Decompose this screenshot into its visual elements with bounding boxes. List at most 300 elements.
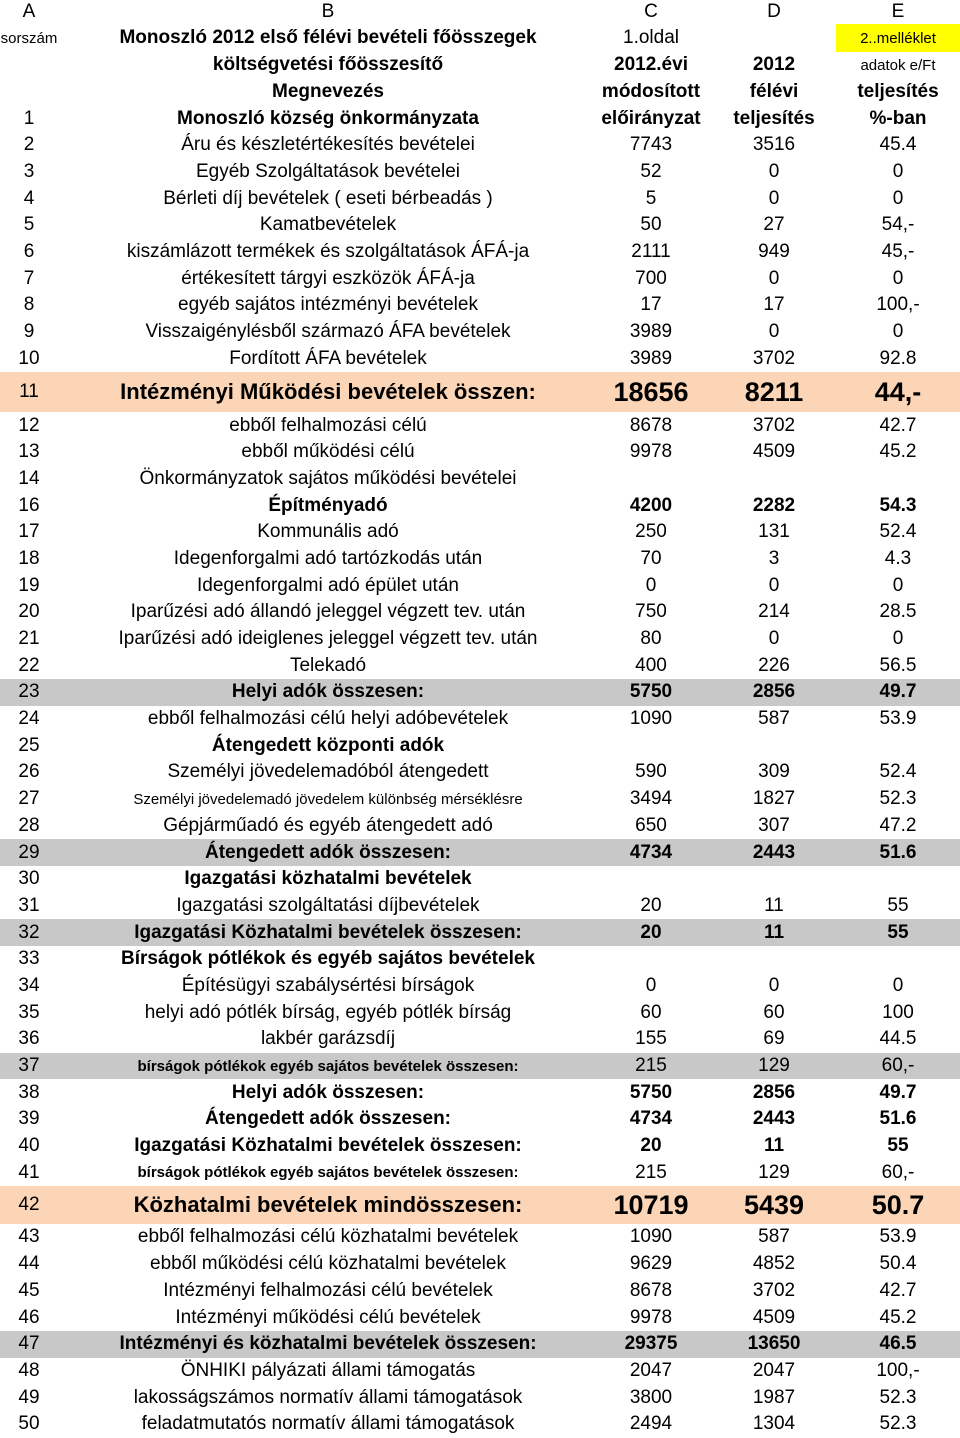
cell-half-year-actual: 226 <box>758 654 790 676</box>
table-row <box>0 159 960 186</box>
row-number: 6 <box>23 241 35 263</box>
table-row <box>0 412 960 439</box>
cell-half-year-actual: 129 <box>758 1161 790 1183</box>
table-row <box>0 1053 960 1080</box>
row-number: 34 <box>18 974 40 996</box>
cell-modified-budget: 155 <box>635 1028 667 1050</box>
row-number: 11 <box>19 381 39 403</box>
table-row <box>0 185 960 212</box>
cell-half-year-actual: 0 <box>768 321 780 343</box>
cell-percent: 45,- <box>881 241 915 263</box>
table-row <box>0 492 960 519</box>
cell-half-year-actual: 69 <box>763 1028 785 1050</box>
row-number: 5 <box>23 214 35 236</box>
cell-modified-budget: 9629 <box>629 1253 673 1275</box>
row-label: Átengedett adók összesen: <box>205 1108 451 1130</box>
row-number: 10 <box>18 347 40 369</box>
cell-percent: 53.9 <box>879 1226 917 1248</box>
row-number: 25 <box>18 734 40 756</box>
cell-half-year-actual: 1987 <box>752 1386 796 1408</box>
row-label: Bírságok pótlékok és egyéb sajátos bevételek <box>121 948 535 970</box>
cell-percent: 42.7 <box>879 1279 917 1301</box>
cell-percent: 45.4 <box>879 134 917 156</box>
header-3-d: félévi <box>749 80 799 102</box>
table-row <box>0 239 960 266</box>
cell-percent: 100,- <box>876 1359 920 1381</box>
cell-modified-budget: 0 <box>645 974 657 996</box>
cell-modified-budget: 2047 <box>629 1359 673 1381</box>
row-number: 38 <box>18 1081 40 1103</box>
row-number: 19 <box>18 574 40 596</box>
cell-half-year-actual: 11 <box>763 1135 785 1157</box>
cell-modified-budget: 60 <box>640 1001 662 1023</box>
row-label: Áru és készletértékesítés bevételei <box>181 134 475 156</box>
cell-modified-budget: 3494 <box>629 788 673 810</box>
header-empty-d <box>712 24 836 52</box>
table-row <box>0 519 960 546</box>
table-row <box>0 1251 960 1278</box>
row-label: Átengedett központi adók <box>211 734 445 756</box>
row-label: egyéb sajátos intézményi bevételek <box>178 294 478 316</box>
cell-half-year-actual: 587 <box>758 1226 790 1248</box>
table-row <box>0 839 960 866</box>
cell-percent: 42.7 <box>879 414 917 436</box>
cell-half-year-actual: 214 <box>758 601 790 623</box>
cell-half-year-actual: 0 <box>768 574 780 596</box>
row-label: Személyi jövedelemadóból átengedett <box>167 761 489 783</box>
cell-modified-budget: 70 <box>640 547 662 569</box>
table-row <box>0 1331 960 1358</box>
cell-percent: 45.2 <box>879 441 917 463</box>
table-row <box>0 1079 960 1106</box>
row-label: Igazgatási közhatalmi bevételek <box>184 868 472 890</box>
table-row <box>0 599 960 626</box>
row-label: ebből felhalmozási célú <box>229 414 427 436</box>
header-3-a <box>0 78 58 105</box>
cell-modified-budget: 650 <box>635 814 667 836</box>
cell-half-year-actual: 0 <box>768 974 780 996</box>
row-label: ebből működési célú közhatalmi bevételek <box>150 1253 506 1275</box>
cell-percent: 0 <box>892 161 904 183</box>
cell-half-year-actual <box>712 946 836 973</box>
row-number: 31 <box>18 894 40 916</box>
row-label: Idegenforgalmi adó épület után <box>197 574 459 596</box>
cell-percent: 28.5 <box>879 601 917 623</box>
row-number: 14 <box>18 467 40 489</box>
table-row <box>0 919 960 946</box>
row-number: 30 <box>18 868 40 890</box>
cell-percent: 92.8 <box>879 347 917 369</box>
cell-half-year-actual: 2443 <box>752 841 796 863</box>
header-2-a <box>0 52 58 78</box>
header-3-c: módosított <box>601 80 701 102</box>
cell-percent: 55 <box>887 1135 909 1157</box>
row-label: ebből felhalmozási célú helyi adóbevételek <box>147 708 509 730</box>
cell-half-year-actual: 131 <box>758 521 790 543</box>
cell-half-year-actual: 2282 <box>752 494 796 516</box>
table-row <box>0 732 960 759</box>
cell-modified-budget: 400 <box>635 654 667 676</box>
cell-modified-budget: 4734 <box>629 1108 673 1130</box>
unit-label: adatok e/Ft <box>860 56 936 74</box>
row-label: Gépjárműadó és egyéb átengedett adó <box>163 814 493 836</box>
row-label: Visszaigénylésből származó ÁFA bevételek <box>145 321 511 343</box>
cell-percent: 50.7 <box>871 1189 925 1220</box>
row-number: 9 <box>23 321 35 343</box>
row-label: Bérleti díj bevételek ( eseti bérbeadás ) <box>163 187 493 209</box>
cell-modified-budget <box>590 866 712 893</box>
cell-percent: 56.5 <box>879 654 917 676</box>
row-label: Önkormányzatok sajátos működési bevételei <box>139 467 517 489</box>
header-4-e: %-ban <box>869 107 927 129</box>
table-row <box>0 1278 960 1305</box>
cell-modified-budget <box>590 466 712 493</box>
row-number: 3 <box>23 161 35 183</box>
cell-half-year-actual: 3702 <box>752 414 796 436</box>
row-number: 45 <box>18 1279 40 1301</box>
table-row <box>0 1411 960 1438</box>
cell-modified-budget: 29375 <box>624 1333 678 1355</box>
row-number: 13 <box>18 441 40 463</box>
row-number: 29 <box>18 841 40 863</box>
appendix-label: 2..melléklet <box>836 24 960 52</box>
cell-modified-budget: 8678 <box>629 1279 673 1301</box>
row-label: lakosságszámos normatív állami támogatások <box>133 1386 523 1408</box>
cell-percent: 52.4 <box>879 521 917 543</box>
cell-percent: 46.5 <box>879 1333 917 1355</box>
table-row <box>0 439 960 466</box>
cell-modified-budget <box>590 732 712 759</box>
row-label: kiszámlázott termékek és szolgáltatások ÁFÁ-ja <box>126 241 530 263</box>
cell-percent: 100 <box>882 1001 914 1023</box>
column-letter-c: C <box>644 1 658 22</box>
cell-modified-budget: 215 <box>635 1161 667 1183</box>
row-label: Helyi adók összesen: <box>231 1081 425 1103</box>
cell-half-year-actual: 60 <box>763 1001 785 1023</box>
row-label: Igazgatási Közhatalmi bevételek összesen: <box>134 1135 522 1157</box>
row-number: 47 <box>18 1333 40 1355</box>
cell-modified-budget: 80 <box>640 628 662 650</box>
row-number: 21 <box>18 628 40 650</box>
row-number: 43 <box>18 1226 40 1248</box>
cell-modified-budget: 0 <box>645 574 657 596</box>
cell-percent: 0 <box>892 574 904 596</box>
table-row <box>0 132 960 159</box>
header-subtitle: költségvetési főösszesítő <box>212 54 444 75</box>
row-number: 28 <box>18 814 40 836</box>
row-label: Közhatalmi bevételek mindösszesen: <box>133 1192 523 1218</box>
header-3-e: teljesítés <box>857 80 939 102</box>
column-header-row <box>0 0 960 24</box>
table-row <box>0 292 960 319</box>
cell-half-year-actual: 11 <box>763 921 785 943</box>
table-row <box>0 999 960 1026</box>
cell-half-year-actual: 3 <box>768 547 780 569</box>
cell-percent: 52.3 <box>879 1386 917 1408</box>
data-rows <box>0 132 960 1438</box>
row-label: bírságok pótlékok egyéb sajátos bevételek összesen: <box>137 1057 519 1075</box>
row-label: Építményadó <box>268 494 388 516</box>
row-label: Idegenforgalmi adó tartózkodás után <box>173 547 483 569</box>
cell-half-year-actual: 587 <box>758 708 790 730</box>
table-row <box>0 652 960 679</box>
row-number: 49 <box>18 1386 40 1408</box>
row-number: 44 <box>18 1253 40 1275</box>
row-label: Telekadó <box>289 654 367 676</box>
cell-percent: 54.3 <box>879 494 917 516</box>
cell-modified-budget: 10719 <box>613 1189 689 1220</box>
row-label: feladatmutatós normatív állami támogatások <box>141 1413 515 1435</box>
cell-modified-budget: 215 <box>635 1055 667 1077</box>
row-number: 27 <box>18 788 40 810</box>
row-number: 26 <box>18 761 40 783</box>
table-row <box>0 759 960 786</box>
cell-percent: 4.3 <box>884 547 912 569</box>
cell-modified-budget: 5750 <box>629 681 673 703</box>
header-2-c: 2012.évi <box>614 54 688 75</box>
table-row <box>0 572 960 599</box>
cell-percent: 52.3 <box>879 788 917 810</box>
cell-modified-budget: 750 <box>635 601 667 623</box>
cell-percent <box>836 946 960 973</box>
cell-half-year-actual: 949 <box>758 241 790 263</box>
table-row <box>0 786 960 813</box>
cell-modified-budget: 700 <box>635 267 667 289</box>
cell-modified-budget: 18656 <box>613 376 689 407</box>
table-row <box>0 1026 960 1053</box>
cell-half-year-actual: 4852 <box>752 1253 796 1275</box>
table-row <box>0 679 960 706</box>
row-label: Iparűzési adó ideiglenes jeleggel végzett tev. után <box>118 628 538 650</box>
cell-percent: 0 <box>892 267 904 289</box>
row-label: Egyéb Szolgáltatások bevételei <box>195 161 461 183</box>
cell-half-year-actual: 2443 <box>752 1108 796 1130</box>
table-row <box>0 866 960 893</box>
table-row <box>0 626 960 653</box>
table-row <box>0 1224 960 1251</box>
cell-half-year-actual <box>712 732 836 759</box>
cell-percent: 49.7 <box>879 681 917 703</box>
row-number: 39 <box>18 1108 40 1130</box>
table-row <box>0 1159 960 1186</box>
table-row <box>0 372 960 412</box>
cell-half-year-actual: 4509 <box>752 1306 796 1328</box>
cell-modified-budget: 2111 <box>631 241 671 263</box>
cell-percent: 0 <box>892 974 904 996</box>
cell-modified-budget: 52 <box>640 161 662 183</box>
row-label: bírságok pótlékok egyéb sajátos bevételek összesen: <box>137 1164 519 1182</box>
cell-percent: 53.9 <box>879 708 917 730</box>
header-row-2 <box>0 52 960 78</box>
row-number: 48 <box>18 1359 40 1381</box>
row-label: Személyi jövedelemadó jövedelem különbség mérséklésre <box>133 790 523 808</box>
row-number: 24 <box>18 708 40 730</box>
document-title: Monoszló 2012 első félévi bevételi főösszegek <box>119 27 537 48</box>
row-number: 32 <box>18 921 40 943</box>
cell-percent <box>836 466 960 493</box>
cell-modified-budget: 3989 <box>629 321 673 343</box>
row-label: Intézményi és közhatalmi bevételek összesen: <box>119 1333 537 1355</box>
header-4-b: Monoszló község önkormányzata <box>177 107 479 129</box>
cell-percent: 54,- <box>881 214 915 236</box>
table-row <box>0 212 960 239</box>
cell-modified-budget: 590 <box>635 761 667 783</box>
cell-half-year-actual <box>712 866 836 893</box>
row-label: Igazgatási szolgáltatási díjbevételek <box>176 894 480 916</box>
row-number: 50 <box>18 1413 40 1435</box>
cell-modified-budget: 4200 <box>629 494 673 516</box>
row-number: 20 <box>18 601 40 623</box>
cell-half-year-actual: 5439 <box>743 1189 805 1220</box>
cell-half-year-actual: 1304 <box>752 1413 796 1435</box>
row-label: Igazgatási Közhatalmi bevételek összesen: <box>134 921 522 943</box>
table-row <box>0 265 960 292</box>
cell-modified-budget: 20 <box>640 921 662 943</box>
table-row <box>0 1304 960 1331</box>
row-number: 23 <box>18 681 40 703</box>
row-number: 8 <box>23 294 35 316</box>
row-number: 35 <box>18 1001 40 1023</box>
cell-modified-budget: 250 <box>635 521 667 543</box>
cell-half-year-actual: 4509 <box>752 441 796 463</box>
cell-modified-budget: 20 <box>640 894 662 916</box>
row-label: Fordított ÁFA bevételek <box>229 347 427 369</box>
cell-percent: 60,- <box>881 1055 915 1077</box>
cell-half-year-actual <box>712 466 836 493</box>
cell-percent: 55 <box>887 894 909 916</box>
cell-half-year-actual: 309 <box>758 761 790 783</box>
cell-percent: 44,- <box>874 376 922 407</box>
cell-percent: 45.2 <box>879 1306 917 1328</box>
row-label: Intézményi működési célú bevételek <box>175 1306 481 1328</box>
row-number: 2 <box>23 134 35 156</box>
cell-percent: 51.6 <box>879 841 917 863</box>
cell-percent: 0 <box>892 321 904 343</box>
table-row <box>0 1384 960 1411</box>
row-label: Kamatbevételek <box>259 214 397 236</box>
row-number: 4 <box>23 187 35 209</box>
table-row <box>0 546 960 573</box>
cell-percent: 47.2 <box>879 814 917 836</box>
header-2-d: 2012 <box>752 54 796 75</box>
row-number: 22 <box>18 654 40 676</box>
cell-percent: 0 <box>892 187 904 209</box>
cell-modified-budget: 9978 <box>629 441 673 463</box>
table-row <box>0 706 960 733</box>
table-row <box>0 1358 960 1385</box>
header-row-4 <box>0 105 960 132</box>
table-row <box>0 346 960 373</box>
cell-half-year-actual: 2856 <box>752 681 796 703</box>
cell-modified-budget: 5750 <box>629 1081 673 1103</box>
cell-half-year-actual: 0 <box>768 187 780 209</box>
page-label: 1.oldal <box>623 27 679 48</box>
cell-half-year-actual: 13650 <box>747 1333 801 1355</box>
header-4-c: előirányzat <box>601 107 701 129</box>
row-number: 41 <box>18 1161 40 1183</box>
header-sorszam: sorszám <box>0 29 58 47</box>
cell-half-year-actual: 3516 <box>752 134 796 156</box>
header-4-d: teljesítés <box>733 107 815 129</box>
cell-percent <box>836 732 960 759</box>
row-number: 46 <box>18 1306 40 1328</box>
row-number: 16 <box>18 494 40 516</box>
row-label: ÖNHIKI pályázati állami támogatás <box>180 1359 476 1381</box>
row-label: Intézményi felhalmozási célú bevételek <box>163 1279 493 1301</box>
column-letter-a: A <box>22 1 36 22</box>
cell-half-year-actual: 129 <box>758 1055 790 1077</box>
cell-percent: 52.4 <box>879 761 917 783</box>
cell-half-year-actual: 17 <box>763 294 785 316</box>
header-3-b: Megnevezés <box>272 80 384 102</box>
cell-half-year-actual: 11 <box>764 894 784 916</box>
cell-half-year-actual: 2856 <box>752 1081 796 1103</box>
row-label: lakbér garázsdíj <box>260 1028 396 1050</box>
cell-half-year-actual: 8211 <box>744 376 804 407</box>
cell-modified-budget: 3800 <box>629 1386 673 1408</box>
cell-modified-budget: 17 <box>640 294 662 316</box>
cell-percent: 0 <box>892 628 904 650</box>
row-label: Kommunális adó <box>257 521 399 543</box>
cell-modified-budget: 1090 <box>629 1226 673 1248</box>
header-row-3 <box>0 78 960 105</box>
row-label: Átengedett adók összesen: <box>205 841 451 863</box>
row-number: 40 <box>18 1135 40 1157</box>
table-row <box>0 1186 960 1224</box>
cell-modified-budget: 9978 <box>629 1306 673 1328</box>
cell-modified-budget: 3989 <box>629 347 673 369</box>
table-row <box>0 946 960 973</box>
cell-percent: 100,- <box>876 294 920 316</box>
row-label: helyi adó pótlék bírság, egyéb pótlék bírság <box>144 1001 512 1023</box>
cell-modified-budget: 50 <box>640 214 662 236</box>
cell-modified-budget: 2494 <box>629 1413 673 1435</box>
row-number: 17 <box>18 521 40 543</box>
cell-half-year-actual: 0 <box>768 161 780 183</box>
cell-half-year-actual: 0 <box>768 267 780 289</box>
column-letter-e: E <box>891 1 905 22</box>
row-label: Intézményi Működési bevételek összen: <box>120 379 536 405</box>
cell-modified-budget: 4734 <box>629 841 673 863</box>
row-number: 37 <box>18 1055 40 1077</box>
cell-percent: 51.6 <box>879 1108 917 1130</box>
cell-modified-budget: 8678 <box>629 414 673 436</box>
cell-half-year-actual: 3702 <box>752 1279 796 1301</box>
cell-modified-budget <box>590 946 712 973</box>
table-row <box>0 893 960 920</box>
row-number: 33 <box>18 948 40 970</box>
row-number: 7 <box>23 267 35 289</box>
cell-half-year-actual: 1827 <box>752 788 796 810</box>
cell-percent: 44.5 <box>879 1028 917 1050</box>
row-number: 12 <box>18 414 40 436</box>
table-row <box>0 319 960 346</box>
column-letter-d: D <box>767 1 781 22</box>
table-row <box>0 813 960 840</box>
row-number: 42 <box>18 1194 40 1216</box>
row-label: értékesített tárgyi eszközök ÁFÁ-ja <box>181 267 475 289</box>
cell-percent: 50.4 <box>879 1253 917 1275</box>
row-label: ebből felhalmozási célú közhatalmi bevételek <box>137 1226 519 1248</box>
cell-modified-budget: 1090 <box>629 708 673 730</box>
cell-percent: 49.7 <box>879 1081 917 1103</box>
row-number: 18 <box>18 547 40 569</box>
cell-half-year-actual: 307 <box>758 814 790 836</box>
header-row-title <box>0 24 960 52</box>
cell-percent: 60,- <box>881 1161 915 1183</box>
cell-modified-budget: 7743 <box>629 134 673 156</box>
row-label: ebből működési célú <box>241 441 415 463</box>
